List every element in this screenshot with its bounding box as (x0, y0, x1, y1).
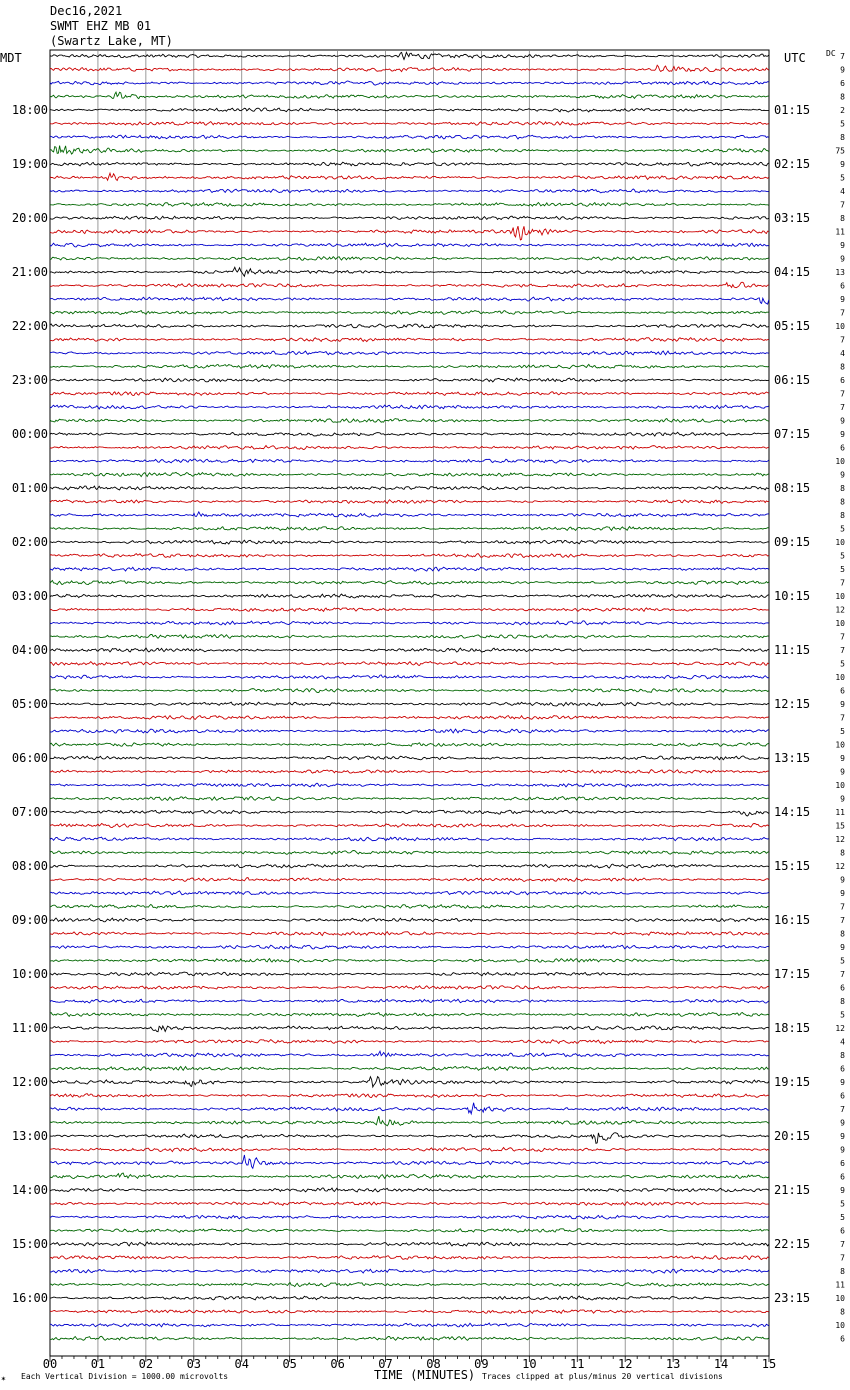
trace-line (50, 959, 769, 963)
line-count-label: 5 (840, 119, 845, 129)
trace-line (50, 918, 769, 922)
utc-hour-label: 08:15 (774, 481, 811, 495)
trace-line (50, 1148, 769, 1152)
utc-hour-labels (774, 103, 810, 1305)
trace-line (50, 1256, 769, 1260)
line-count-label: 7 (840, 632, 845, 642)
line-count-label: 10 (835, 1321, 845, 1330)
utc-hour-label: 17:15 (774, 967, 811, 981)
local-hour-label: 22:00 (11, 319, 48, 333)
line-count-label: 9 (840, 416, 845, 426)
line-count-label: 9 (840, 160, 845, 169)
line-count-label: 6 (840, 79, 845, 88)
x-tick-label: 06 (330, 1357, 345, 1371)
line-count-label: 7 (840, 646, 845, 655)
trace-line (50, 108, 769, 112)
trace-line (50, 146, 769, 155)
line-count-label: 5 (840, 956, 845, 966)
line-count-label: 7 (840, 403, 845, 412)
trace-line (50, 837, 769, 841)
line-count-label: 9 (840, 1132, 845, 1141)
trace-line (50, 1269, 769, 1273)
trace-line (50, 891, 769, 895)
trace-line (50, 216, 769, 219)
trace-line (50, 512, 769, 517)
utc-hour-label: 13:15 (774, 751, 811, 765)
local-hour-label: 01:00 (11, 481, 48, 495)
line-count-label: 4 (840, 349, 845, 358)
line-count-label: 8 (840, 214, 845, 223)
utc-hour-label: 05:15 (774, 319, 811, 333)
trace-line (50, 824, 769, 828)
line-count-label: 5 (840, 524, 845, 534)
local-hour-label: 06:00 (11, 751, 48, 765)
line-count-label: 7 (840, 713, 845, 723)
trace-line (50, 392, 769, 396)
x-tick-label: 02 (138, 1357, 154, 1371)
line-count-label: 6 (840, 281, 845, 291)
line-count-label: 10 (835, 538, 845, 547)
line-count-label: 9 (840, 1118, 845, 1128)
trace-line (50, 648, 769, 652)
seismic-traces (50, 52, 769, 1340)
line-count-label: 4 (840, 187, 845, 196)
utc-hour-label: 11:15 (774, 643, 811, 657)
local-hour-label: 11:00 (11, 1021, 48, 1035)
trace-line (50, 904, 769, 908)
clip-note: Traces clipped at plus/minus 20 vertical divisions (482, 1372, 723, 1381)
trace-line (50, 189, 769, 193)
trace-line (50, 1026, 769, 1032)
line-count-label: 8 (840, 997, 845, 1006)
trace-line (50, 810, 769, 816)
local-hour-label: 13:00 (11, 1129, 48, 1143)
trace-line (50, 1188, 769, 1192)
local-hour-label: 12:00 (11, 1075, 48, 1089)
local-hour-label: 15:00 (11, 1237, 48, 1251)
line-count-label: 10 (835, 457, 845, 466)
line-count-label: 7 (840, 1253, 845, 1263)
line-count-label: 6 (840, 1334, 845, 1344)
trace-line (50, 689, 769, 693)
line-count-label: 6 (840, 1159, 845, 1168)
line-count-label: 13 (835, 268, 845, 277)
line-count-label: 9 (840, 889, 845, 898)
x-tick-label: 01 (90, 1357, 106, 1371)
local-hour-label: 09:00 (11, 913, 48, 927)
scale-note: Each Vertical Division = 1000.00 microvolts (21, 1372, 229, 1381)
line-count-label: 8 (840, 484, 845, 493)
line-count-label: 9 (840, 1145, 845, 1155)
x-tick-label: 08 (426, 1357, 441, 1371)
trace-line (50, 162, 769, 166)
line-count-label: 8 (840, 511, 845, 520)
line-count-label: 8 (840, 1307, 845, 1317)
trace-line (50, 311, 769, 315)
line-count-label: 8 (840, 362, 845, 372)
line-count-label: 9 (840, 295, 845, 304)
trace-line (50, 351, 769, 355)
utc-timezone-label: UTC (784, 51, 806, 65)
local-hour-label: 10:00 (11, 967, 48, 981)
line-count-label: 9 (840, 700, 845, 709)
line-count-label: 10 (835, 619, 845, 628)
x-axis-title: TIME (MINUTES) (374, 1368, 476, 1382)
local-hour-label: 04:00 (11, 643, 48, 657)
local-hour-label: 03:00 (11, 589, 48, 603)
utc-hour-label: 14:15 (774, 805, 811, 819)
trace-line (50, 851, 769, 855)
x-tick-label: 09 (474, 1357, 489, 1371)
trace-line (50, 770, 769, 774)
utc-hour-label: 04:15 (774, 265, 811, 279)
line-count-label: 11 (835, 808, 845, 817)
utc-hour-label: 18:15 (774, 1021, 811, 1035)
utc-hour-label: 15:15 (774, 859, 811, 873)
trace-line (50, 1229, 769, 1233)
trace-line (50, 282, 769, 287)
line-count-label: 5 (840, 659, 845, 669)
line-count-label: 9 (840, 1078, 845, 1087)
line-count-label: 7 (840, 200, 845, 210)
line-count-label: 11 (835, 227, 845, 237)
utc-hour-label: 01:15 (774, 103, 811, 117)
line-count-label: 8 (840, 92, 845, 102)
trace-line (50, 675, 769, 679)
line-count-label: 9 (840, 794, 845, 804)
trace-line (50, 1116, 769, 1126)
line-count-label: 9 (840, 754, 845, 763)
line-count-label: 7 (840, 52, 845, 61)
line-count-label: 7 (840, 970, 845, 979)
trace-line (50, 122, 769, 126)
local-hour-label: 23:00 (11, 373, 48, 387)
trace-line (50, 1051, 769, 1057)
line-count-label: 6 (840, 983, 845, 993)
station-name: SWMT EHZ MB 01 (50, 19, 152, 33)
trace-line (50, 864, 769, 868)
line-count-label: 6 (840, 1064, 845, 1074)
trace-line (50, 1283, 769, 1287)
trace-line (50, 729, 769, 733)
trace-line (50, 1094, 769, 1098)
line-count-label: 9 (840, 65, 845, 75)
trace-line (50, 419, 769, 423)
line-count-label: 7 (840, 1105, 845, 1114)
trace-line (50, 878, 769, 882)
trace-line (50, 135, 769, 139)
trace-line (50, 432, 769, 436)
trace-line (50, 1323, 769, 1327)
trace-line (50, 243, 769, 247)
x-tick-label: 04 (234, 1357, 249, 1371)
trace-line (50, 1310, 769, 1313)
line-count-label: 8 (840, 497, 845, 507)
line-count-label: 8 (840, 929, 845, 939)
local-hour-label: 20:00 (11, 211, 48, 225)
line-count-label: 12 (835, 605, 845, 615)
line-count-label: 8 (840, 1267, 845, 1276)
trace-line (50, 621, 769, 625)
dc-count-header: DC (826, 49, 836, 58)
utc-hour-label: 10:15 (774, 589, 811, 603)
line-count-label: 10 (835, 322, 845, 331)
line-count-label: 8 (840, 848, 845, 858)
trace-line (50, 594, 769, 598)
trace-line (50, 1155, 769, 1168)
utc-hour-label: 07:15 (774, 427, 811, 441)
trace-line (50, 338, 769, 342)
trace-line (50, 662, 769, 666)
line-count-label: 5 (840, 551, 845, 561)
utc-hour-label: 22:15 (774, 1237, 811, 1251)
utc-hour-label: 09:15 (774, 535, 811, 549)
utc-hour-label: 23:15 (774, 1291, 811, 1305)
utc-hour-label: 19:15 (774, 1075, 811, 1089)
line-count-label: 9 (840, 1186, 845, 1195)
trace-line (50, 1077, 769, 1087)
trace-line (50, 756, 769, 760)
local-hour-label: 16:00 (11, 1291, 48, 1305)
trace-line (50, 608, 769, 611)
trace-line (50, 1173, 769, 1179)
chart-date: Dec16,2021 (50, 4, 123, 18)
trace-line (50, 783, 769, 787)
trace-line (50, 743, 769, 747)
line-count-label: 75 (835, 146, 845, 156)
line-count-label: 6 (840, 1226, 845, 1236)
trace-line (50, 81, 769, 85)
trace-line (50, 297, 769, 304)
trace-line (50, 1296, 769, 1300)
x-tick-label: 10 (522, 1357, 537, 1371)
line-count-label: 15 (835, 821, 845, 831)
trace-line (50, 405, 769, 409)
line-count-label: 5 (840, 565, 845, 574)
line-count-label: 4 (840, 1037, 845, 1047)
line-count-label: 10 (835, 781, 845, 790)
x-tick-label: 05 (282, 1357, 297, 1371)
line-count-label: 12 (835, 862, 845, 871)
utc-hour-label: 16:15 (774, 913, 811, 927)
local-hour-label: 00:00 (11, 427, 48, 441)
trace-line (50, 580, 769, 584)
corner-mark: ✶ (1, 1374, 6, 1383)
utc-hour-label: 20:15 (774, 1129, 811, 1143)
utc-hour-label: 06:15 (774, 373, 811, 387)
trace-line (50, 702, 769, 706)
line-count-label: 7 (840, 1240, 845, 1249)
x-tick-label: 15 (761, 1357, 777, 1371)
local-hour-label: 19:00 (11, 157, 48, 171)
line-count-label: 7 (840, 902, 845, 912)
trace-line (50, 972, 769, 976)
line-count-label: 9 (840, 470, 845, 480)
line-count-label: 10 (835, 673, 845, 682)
line-count-label: 12 (835, 835, 845, 844)
line-count-label: 10 (835, 740, 845, 750)
trace-line (50, 203, 769, 207)
line-count-label: 7 (840, 578, 845, 588)
utc-hour-label: 12:15 (774, 697, 811, 711)
utc-hour-label: 21:15 (774, 1183, 811, 1197)
trace-line (50, 52, 769, 59)
line-count-label: 8 (840, 133, 845, 142)
x-tick-label: 03 (186, 1357, 202, 1371)
trace-line (50, 540, 769, 544)
x-tick-label: 07 (378, 1357, 393, 1371)
trace-line (50, 226, 769, 240)
local-hour-label: 07:00 (11, 805, 48, 819)
line-count-label: 7 (840, 389, 845, 399)
line-count-label: 7 (840, 916, 845, 925)
trace-line (50, 1013, 769, 1017)
trace-line (50, 1133, 769, 1144)
line-count-label: 6 (840, 1172, 845, 1182)
local-hour-label: 21:00 (11, 265, 48, 279)
trace-line (50, 527, 769, 531)
x-tick-label: 11 (570, 1357, 585, 1371)
local-hour-label: 05:00 (11, 697, 48, 711)
trace-line (50, 1242, 769, 1246)
trace-line (50, 1336, 769, 1340)
trace-line (50, 1103, 769, 1114)
trace-line (50, 257, 769, 261)
line-count-label: 11 (835, 1280, 845, 1290)
line-count-label: 9 (840, 943, 845, 952)
trace-line (50, 92, 769, 98)
trace-line (50, 554, 769, 558)
line-count-label: 5 (840, 727, 845, 736)
utc-hour-label: 02:15 (774, 157, 811, 171)
line-count-labels (835, 52, 845, 1344)
local-timezone-label: MDT (0, 51, 22, 65)
trace-line (50, 716, 769, 720)
line-count-label: 10 (835, 1294, 845, 1303)
line-count-label: 9 (840, 430, 845, 439)
local-hour-labels (12, 103, 48, 1305)
line-count-label: 9 (840, 767, 845, 777)
local-hour-label: 08:00 (11, 859, 48, 873)
line-count-label: 5 (840, 1199, 845, 1209)
x-tick-label: 00 (42, 1357, 58, 1371)
trace-line (50, 634, 769, 638)
line-count-label: 5 (840, 1213, 845, 1222)
line-count-label: 6 (840, 686, 845, 696)
trace-line (50, 472, 769, 476)
line-count-label: 7 (840, 335, 845, 345)
trace-line (50, 446, 769, 450)
local-hour-label: 14:00 (11, 1183, 48, 1197)
trace-line (50, 500, 769, 504)
trace-line (50, 267, 769, 276)
trace-line (50, 1067, 769, 1071)
line-count-label: 9 (840, 254, 845, 264)
trace-line (50, 65, 769, 71)
line-count-label: 7 (840, 308, 845, 318)
trace-line (50, 797, 769, 801)
line-count-label: 10 (835, 592, 845, 601)
trace-line (50, 932, 769, 936)
utc-hour-label: 03:15 (774, 211, 811, 225)
station-location: (Swartz Lake, MT) (50, 34, 173, 48)
trace-line (50, 378, 769, 382)
trace-line (50, 567, 769, 571)
line-count-label: 2 (840, 106, 845, 115)
trace-line (50, 1202, 769, 1206)
trace-line (50, 999, 769, 1003)
line-count-label: 6 (840, 376, 845, 385)
line-count-label: 8 (840, 1051, 845, 1060)
trace-line (50, 364, 769, 368)
trace-line (50, 1215, 769, 1219)
trace-line (50, 1040, 769, 1044)
line-count-label: 6 (840, 1091, 845, 1101)
line-count-label: 5 (840, 173, 845, 183)
trace-line (50, 324, 769, 328)
line-count-label: 5 (840, 1010, 845, 1020)
x-tick-label: 13 (665, 1357, 681, 1371)
x-tick-label: 12 (617, 1357, 633, 1371)
trace-line (50, 986, 769, 990)
line-count-label: 9 (840, 875, 845, 885)
line-count-label: 9 (840, 241, 845, 250)
local-hour-label: 18:00 (11, 103, 48, 117)
trace-line (50, 945, 769, 949)
trace-line (50, 459, 769, 463)
trace-line (50, 173, 769, 180)
trace-line (50, 486, 769, 490)
local-hour-label: 02:00 (11, 535, 48, 549)
line-count-label: 12 (835, 1024, 845, 1033)
line-count-label: 6 (840, 443, 845, 453)
x-tick-label: 14 (713, 1357, 729, 1371)
